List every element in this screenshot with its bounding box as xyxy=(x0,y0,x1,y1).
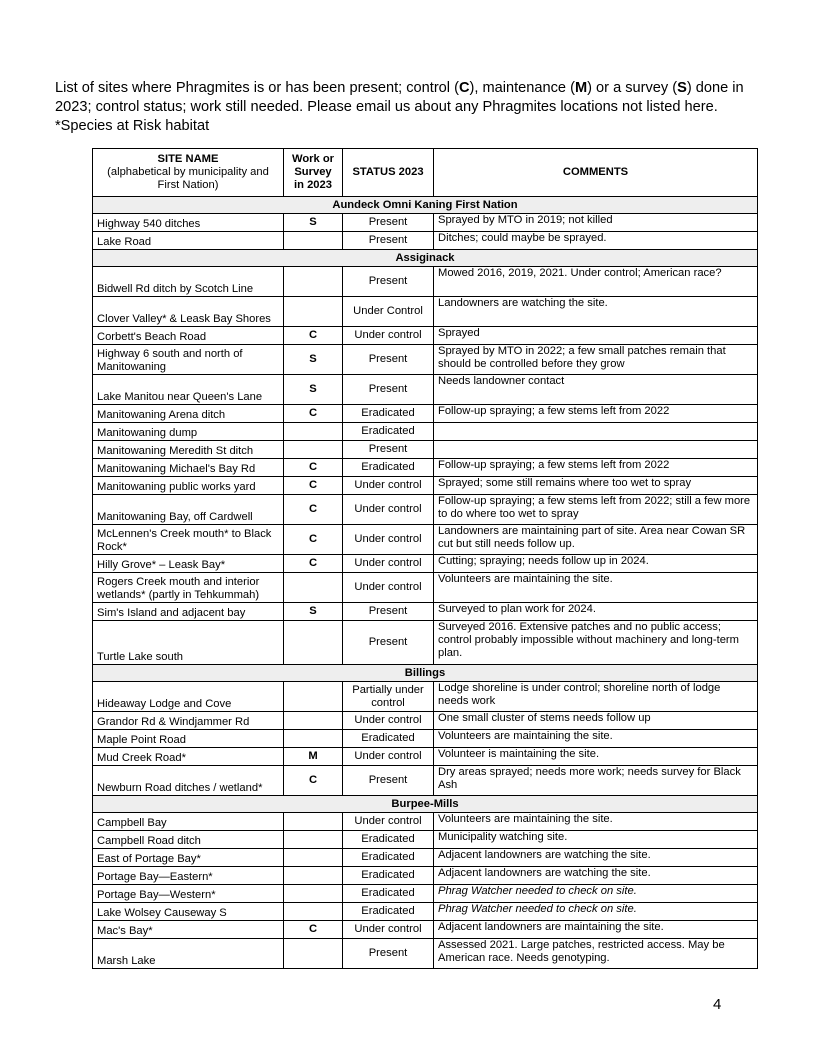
work-code-cell xyxy=(284,573,343,603)
table-row xyxy=(93,573,758,603)
site-name-cell: Lake Road xyxy=(93,232,284,250)
work-code-cell xyxy=(284,831,343,849)
comment-cell: Needs landowner contact xyxy=(434,375,758,405)
table-row xyxy=(93,885,758,903)
work-code-cell xyxy=(284,423,343,441)
comment-cell: Sprayed; some still remains where too wet to spray xyxy=(434,477,758,495)
work-code-cell xyxy=(284,939,343,969)
work-code-cell xyxy=(284,441,343,459)
table-row xyxy=(93,921,758,939)
comment-cell: Volunteers are maintaining the site. xyxy=(434,813,758,831)
comment-cell: Cutting; spraying; needs follow up in 2024. xyxy=(434,555,758,573)
site-name-cell: Portage Bay—Eastern* xyxy=(93,867,284,885)
comment-cell: Ditches; could maybe be sprayed. xyxy=(434,232,758,250)
work-code-cell xyxy=(284,682,343,712)
work-code-cell: C xyxy=(284,766,343,796)
table-row xyxy=(93,297,758,327)
comment-cell: Phrag Watcher needed to check on site. xyxy=(434,903,758,921)
comment-cell: Adjacent landowners are watching the site. xyxy=(434,867,758,885)
site-name-cell: McLennen's Creek mouth* to Black Rock* xyxy=(93,525,284,555)
table-body xyxy=(93,197,758,969)
table-row xyxy=(93,831,758,849)
work-code-cell: S xyxy=(284,214,343,232)
status-cell: Present xyxy=(343,214,434,232)
site-name-cell: Campbell Bay xyxy=(93,813,284,831)
header-site-sub: (alphabetical by municipality and First Nation) xyxy=(107,166,269,191)
comment-cell: Follow-up spraying; a few stems left from 2022; still a few more to do where too wet to spray xyxy=(434,495,758,525)
status-cell: Eradicated xyxy=(343,831,434,849)
status-cell: Under control xyxy=(343,555,434,573)
intro-maintenance-code: M xyxy=(574,80,588,96)
work-code-cell: S xyxy=(284,345,343,375)
table-row xyxy=(93,459,758,477)
work-code-cell xyxy=(284,813,343,831)
site-name-cell: Portage Bay—Western* xyxy=(93,885,284,903)
work-code-cell xyxy=(284,867,343,885)
comment-cell: Landowners are watching the site. xyxy=(434,297,758,327)
site-name-cell: Highway 6 south and north of Manitowaning xyxy=(93,345,284,375)
work-code-cell xyxy=(284,267,343,297)
site-name-cell: Corbett's Beach Road xyxy=(93,327,284,345)
comment-cell: Sprayed xyxy=(434,327,758,345)
section-header-row xyxy=(93,197,758,214)
table-row xyxy=(93,345,758,375)
status-cell: Partially under control xyxy=(343,682,434,712)
table-row xyxy=(93,405,758,423)
work-code-cell: S xyxy=(284,375,343,405)
section-header-row xyxy=(93,796,758,813)
header-work: Work or Survey in 2023 xyxy=(284,149,343,197)
work-code-cell xyxy=(284,730,343,748)
comment-cell: Lodge shoreline is under control; shoreline north of lodge needs work xyxy=(434,682,758,712)
site-name-cell: Lake Manitou near Queen's Lane xyxy=(93,375,284,405)
sites-table xyxy=(92,148,758,969)
status-cell: Eradicated xyxy=(343,849,434,867)
comment-cell: Phrag Watcher needed to check on site. xyxy=(434,885,758,903)
work-code-cell: C xyxy=(284,921,343,939)
status-cell: Eradicated xyxy=(343,405,434,423)
comment-cell: Surveyed to plan work for 2024. xyxy=(434,603,758,621)
comment-cell: Sprayed by MTO in 2022; a few small patches remain that should be controlled before they grow xyxy=(434,345,758,375)
table-row xyxy=(93,682,758,712)
site-name-cell: Clover Valley* & Leask Bay Shores xyxy=(93,297,284,327)
status-cell: Present xyxy=(343,621,434,665)
intro-part: ) or a survey ( xyxy=(587,80,678,96)
status-cell: Eradicated xyxy=(343,867,434,885)
status-cell: Under control xyxy=(343,921,434,939)
table-header-row xyxy=(93,149,758,197)
work-code-cell: C xyxy=(284,495,343,525)
status-cell: Under control xyxy=(343,477,434,495)
status-cell: Eradicated xyxy=(343,423,434,441)
site-name-cell: Campbell Road ditch xyxy=(93,831,284,849)
work-code-cell: C xyxy=(284,525,343,555)
table-row xyxy=(93,903,758,921)
site-name-cell: Manitowaning Michael's Bay Rd xyxy=(93,459,284,477)
site-name-cell: Sim's Island and adjacent bay xyxy=(93,603,284,621)
site-name-cell: Rogers Creek mouth and interior wetlands* (partly in Tehkummah) xyxy=(93,573,284,603)
status-cell: Eradicated xyxy=(343,730,434,748)
work-code-cell: C xyxy=(284,459,343,477)
comment-cell: Dry areas sprayed; needs more work; needs survey for Black Ash xyxy=(434,766,758,796)
table-row xyxy=(93,375,758,405)
comment-cell: Adjacent landowners are watching the site. xyxy=(434,849,758,867)
table-row xyxy=(93,214,758,232)
status-cell: Present xyxy=(343,267,434,297)
comment-cell: Landowners are maintaining part of site. Area near Cowan SR cut but still needs follow up. xyxy=(434,525,758,555)
intro-sar-note: *Species at Risk habitat xyxy=(55,118,210,134)
intro-part: ) done in 2023; control status; work still needed. Please email us about any Phragmites locations not listed here. xyxy=(55,80,744,115)
site-name-cell: Hilly Grove* – Leask Bay* xyxy=(93,555,284,573)
site-name-cell: Manitowaning Arena ditch xyxy=(93,405,284,423)
header-comments: COMMENTS xyxy=(434,149,758,197)
comment-cell: Assessed 2021. Large patches, restricted access. May be American race. Needs genotyping. xyxy=(434,939,758,969)
work-code-cell xyxy=(284,297,343,327)
status-cell: Eradicated xyxy=(343,885,434,903)
comment-cell: Adjacent landowners are maintaining the site. xyxy=(434,921,758,939)
section-header-row xyxy=(93,665,758,682)
intro-part: ), maintenance ( xyxy=(469,80,575,96)
table-row xyxy=(93,441,758,459)
site-name-cell: Manitowaning dump xyxy=(93,423,284,441)
intro-part: List of sites where Phragmites is or has been present; control ( xyxy=(55,80,459,96)
comment-cell: Mowed 2016, 2019, 2021. Under control; American race? xyxy=(434,267,758,297)
comment-cell: Follow-up spraying; a few stems left from 2022 xyxy=(434,405,758,423)
status-cell: Present xyxy=(343,345,434,375)
status-cell: Under control xyxy=(343,712,434,730)
site-name-cell: Mud Creek Road* xyxy=(93,748,284,766)
table-row xyxy=(93,748,758,766)
work-code-cell: C xyxy=(284,327,343,345)
header-status: STATUS 2023 xyxy=(343,149,434,197)
status-cell: Under control xyxy=(343,813,434,831)
work-code-cell: M xyxy=(284,748,343,766)
comment-cell xyxy=(434,441,758,459)
site-name-cell: Bidwell Rd ditch by Scotch Line xyxy=(93,267,284,297)
section-name: Assiginack xyxy=(93,250,758,267)
work-code-cell xyxy=(284,849,343,867)
comment-cell: Volunteers are maintaining the site. xyxy=(434,730,758,748)
site-name-cell: Turtle Lake south xyxy=(93,621,284,665)
site-name-cell: Manitowaning public works yard xyxy=(93,477,284,495)
table-row xyxy=(93,525,758,555)
work-code-cell xyxy=(284,885,343,903)
section-name: Aundeck Omni Kaning First Nation xyxy=(93,197,758,214)
table-row xyxy=(93,423,758,441)
site-name-cell: Newburn Road ditches / wetland* xyxy=(93,766,284,796)
site-name-cell: Manitowaning Meredith St ditch xyxy=(93,441,284,459)
table-row xyxy=(93,603,758,621)
section-name: Burpee-Mills xyxy=(93,796,758,813)
site-name-cell: Manitowaning Bay, off Cardwell xyxy=(93,495,284,525)
header-site-name xyxy=(93,149,284,197)
table-row xyxy=(93,232,758,250)
comment-cell: Volunteers are maintaining the site. xyxy=(434,573,758,603)
intro-control-code: C xyxy=(458,80,470,96)
comment-cell: Volunteer is maintaining the site. xyxy=(434,748,758,766)
work-code-cell: C xyxy=(284,555,343,573)
comment-cell: Municipality watching site. xyxy=(434,831,758,849)
work-code-cell xyxy=(284,903,343,921)
table-row xyxy=(93,849,758,867)
comment-cell: Sprayed by MTO in 2019; not killed xyxy=(434,214,758,232)
work-code-cell: C xyxy=(284,477,343,495)
site-name-cell: Maple Point Road xyxy=(93,730,284,748)
site-name-cell: East of Portage Bay* xyxy=(93,849,284,867)
status-cell: Present xyxy=(343,232,434,250)
comment-cell: One small cluster of stems needs follow up xyxy=(434,712,758,730)
comment-cell xyxy=(434,423,758,441)
table-row xyxy=(93,939,758,969)
table-row xyxy=(93,495,758,525)
intro-survey-code: S xyxy=(677,80,687,96)
table-row xyxy=(93,730,758,748)
site-name-cell: Highway 540 ditches xyxy=(93,214,284,232)
status-cell: Under control xyxy=(343,327,434,345)
section-name: Billings xyxy=(93,665,758,682)
table-row xyxy=(93,712,758,730)
header-site-main: SITE NAME xyxy=(157,153,219,165)
table-row xyxy=(93,813,758,831)
status-cell: Under control xyxy=(343,495,434,525)
table-row xyxy=(93,327,758,345)
intro-text xyxy=(55,79,775,136)
table-row xyxy=(93,477,758,495)
status-cell: Present xyxy=(343,603,434,621)
status-cell: Under control xyxy=(343,748,434,766)
site-name-cell: Lake Wolsey Causeway S xyxy=(93,903,284,921)
status-cell: Present xyxy=(343,441,434,459)
table-row xyxy=(93,867,758,885)
site-name-cell: Hideaway Lodge and Cove xyxy=(93,682,284,712)
work-code-cell: C xyxy=(284,405,343,423)
site-name-cell: Marsh Lake xyxy=(93,939,284,969)
status-cell: Present xyxy=(343,766,434,796)
status-cell: Eradicated xyxy=(343,903,434,921)
site-name-cell: Grandor Rd & Windjammer Rd xyxy=(93,712,284,730)
status-cell: Under control xyxy=(343,573,434,603)
table-row xyxy=(93,555,758,573)
page-number: 4 xyxy=(713,996,722,1013)
status-cell: Under Control xyxy=(343,297,434,327)
table-row xyxy=(93,766,758,796)
status-cell: Eradicated xyxy=(343,459,434,477)
work-code-cell xyxy=(284,232,343,250)
section-header-row xyxy=(93,250,758,267)
table-row xyxy=(93,621,758,665)
comment-cell: Follow-up spraying; a few stems left from 2022 xyxy=(434,459,758,477)
comment-cell: Surveyed 2016. Extensive patches and no public access; control probably impossible without machinery and long-term plan. xyxy=(434,621,758,665)
work-code-cell xyxy=(284,712,343,730)
work-code-cell xyxy=(284,621,343,665)
status-cell: Under control xyxy=(343,525,434,555)
work-code-cell: S xyxy=(284,603,343,621)
table-row xyxy=(93,267,758,297)
site-name-cell: Mac's Bay* xyxy=(93,921,284,939)
status-cell: Present xyxy=(343,375,434,405)
status-cell: Present xyxy=(343,939,434,969)
